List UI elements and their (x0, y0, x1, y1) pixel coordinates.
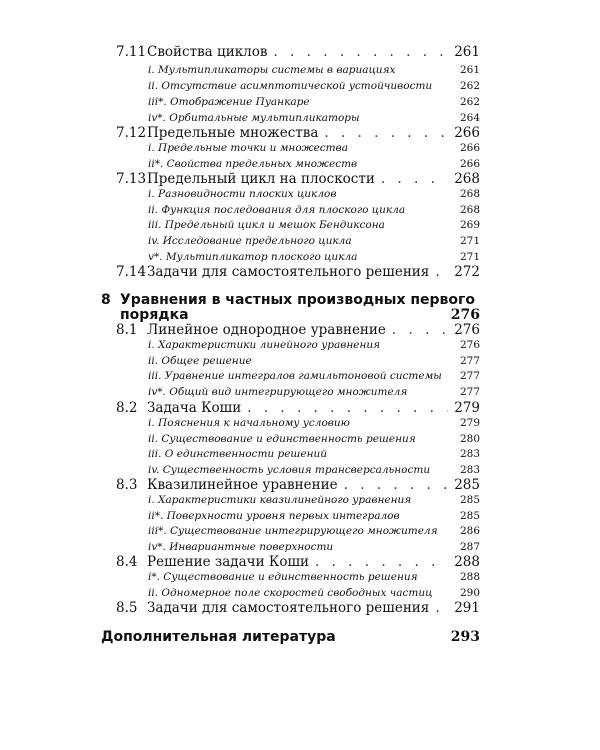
dot-leader (273, 44, 448, 60)
section-number: 8.5 (116, 600, 138, 616)
chapter-title-cont: порядка (120, 307, 189, 323)
toc-chapter[interactable] (0, 292, 600, 308)
page-number: 277 (459, 386, 480, 398)
dot-leader (315, 554, 448, 570)
toc-subsection[interactable] (0, 80, 600, 92)
dot-leader (435, 600, 448, 616)
dot-leader (324, 125, 448, 141)
page-number: 285 (454, 477, 480, 493)
subsection-title: i*. Существование и единственность решения (148, 571, 418, 583)
page-number: 268 (454, 171, 480, 187)
toc-section[interactable] (0, 600, 600, 616)
page-number: 283 (459, 464, 480, 476)
subsection-title: iv. Исследование предельного цикла (148, 235, 352, 247)
toc-subsection[interactable] (0, 494, 600, 506)
section-number: 7.14 (116, 264, 147, 280)
toc-appendix[interactable] (0, 629, 600, 645)
toc-section[interactable] (0, 477, 600, 493)
toc-subsection[interactable] (0, 188, 600, 200)
section-number: 7.12 (116, 125, 147, 141)
subsection-title: ii*. Свойства предельных множеств (148, 158, 358, 170)
toc-subsection[interactable] (0, 219, 600, 231)
chapter-title: Уравнения в частных производных первого (120, 292, 475, 308)
page-number: 266 (454, 125, 480, 141)
toc-subsection[interactable] (0, 525, 600, 537)
page-number: 261 (454, 44, 480, 60)
section-title: Задача Коши (147, 400, 242, 416)
toc-subsection[interactable] (0, 448, 600, 460)
dot-leader (435, 264, 448, 280)
toc-section[interactable] (0, 44, 600, 60)
toc-subsection[interactable] (0, 158, 600, 170)
page-number: 279 (459, 417, 480, 429)
toc-subsection[interactable] (0, 64, 600, 76)
subsection-title: ii. Одномерное поле скоростей свободных частиц (148, 587, 433, 599)
section-number: 8.3 (116, 477, 138, 493)
section-title: Задачи для самостоятельного решения (147, 600, 430, 616)
appendix-title: Дополнительная литература (101, 629, 336, 645)
toc-subsection[interactable] (0, 510, 600, 522)
subsection-title: iv. Существенность условия трансверсальности (148, 464, 431, 476)
section-title: Свойства циклов (147, 44, 268, 60)
toc-subsection[interactable] (0, 355, 600, 367)
page-number: 285 (459, 494, 480, 506)
subsection-title: iv*. Общий вид интегрирующего множителя (148, 386, 408, 398)
dot-leader (392, 322, 448, 338)
subsection-title: i. Характеристики линейного уравнения (148, 339, 381, 351)
toc-subsection[interactable] (0, 112, 600, 124)
toc-section[interactable] (0, 125, 600, 141)
page-number: 285 (459, 510, 480, 522)
page-number: 277 (459, 355, 480, 367)
subsection-title: i. Пояснения к начальному условию (148, 417, 350, 429)
page-number: 266 (459, 142, 480, 154)
toc-subsection[interactable] (0, 339, 600, 351)
subsection-title: iv*. Орбитальные мультипликаторы (148, 112, 360, 124)
toc-section[interactable] (0, 171, 600, 187)
section-title: Предельные множества (147, 125, 319, 141)
toc-section[interactable] (0, 400, 600, 416)
page-number: 271 (459, 251, 480, 263)
page-number: 276 (450, 307, 480, 323)
toc-subsection[interactable] (0, 204, 600, 216)
dot-leader (344, 477, 449, 493)
subsection-title: i. Разновидности плоских циклов (148, 188, 337, 200)
subsection-title: ii. Существование и единственность решения (148, 433, 416, 445)
toc-subsection[interactable] (0, 235, 600, 247)
subsection-title: iii. Предельный цикл и мешок Бендиксона (148, 219, 385, 231)
page-number: 276 (459, 339, 480, 351)
subsection-title: ii*. Поверхности уровня первых интегралов (148, 510, 400, 522)
toc-subsection[interactable] (0, 587, 600, 599)
page-number: 283 (459, 448, 480, 460)
page-number: 271 (459, 235, 480, 247)
page-number: 268 (459, 204, 480, 216)
subsection-title: i. Мультипликаторы системы в вариациях (148, 64, 396, 76)
page-number: 268 (459, 188, 480, 200)
toc-subsection[interactable] (0, 541, 600, 553)
toc-subsection[interactable] (0, 417, 600, 429)
page-number: 262 (459, 80, 480, 92)
toc-subsection[interactable] (0, 96, 600, 108)
page-number: 291 (454, 600, 480, 616)
subsection-title: iii*. Существование интегрирующего множителя (148, 525, 438, 537)
page-number: 287 (459, 541, 480, 553)
toc-section[interactable] (0, 322, 600, 338)
page-number: 261 (459, 64, 480, 76)
page-number: 279 (454, 400, 480, 416)
toc-section[interactable] (0, 264, 600, 280)
section-number: 8.2 (116, 400, 138, 416)
toc-subsection[interactable] (0, 251, 600, 263)
toc-subsection[interactable] (0, 464, 600, 476)
subsection-title: iii*. Отображение Пуанкаре (148, 96, 310, 108)
section-title: Предельный цикл на плоскости (147, 171, 375, 187)
section-number: 7.13 (116, 171, 147, 187)
page-number: 262 (459, 96, 480, 108)
subsection-title: v*. Мультипликатор плоского цикла (148, 251, 358, 263)
page-number: 290 (459, 587, 480, 599)
section-title: Линейное однородное уравнение (147, 322, 386, 338)
toc-subsection[interactable] (0, 433, 600, 445)
section-number: 7.11 (116, 44, 147, 60)
subsection-title: i. Предельные точки и множества (148, 142, 348, 154)
chapter-number: 8 (101, 292, 111, 308)
subsection-title: iv*. Инвариантные поверхности (148, 541, 334, 553)
page-number: 272 (454, 264, 480, 280)
toc-subsection[interactable] (0, 142, 600, 154)
toc-subsection[interactable] (0, 571, 600, 583)
subsection-title: ii. Функция последования для плоского цикла (148, 204, 406, 216)
section-number: 8.1 (116, 322, 138, 338)
dot-leader (381, 171, 448, 187)
subsection-title: i. Характеристики квазилинейного уравнения (148, 494, 412, 506)
page-number: 277 (459, 370, 480, 382)
page-number: 293 (450, 629, 480, 645)
page-number: 264 (459, 112, 480, 124)
toc-subsection[interactable] (0, 370, 600, 382)
toc-subsection[interactable] (0, 386, 600, 398)
section-title: Квазилинейное уравнение (147, 477, 338, 493)
dot-leader (247, 400, 448, 416)
subsection-title: iii. Уравнение интегралов гамильтоновой системы (148, 370, 442, 382)
toc-section[interactable] (0, 554, 600, 570)
page-number: 269 (459, 219, 480, 231)
page-number: 276 (454, 322, 480, 338)
subsection-title: iii. О единственности решений (148, 448, 328, 460)
toc-chapter-line2[interactable] (0, 307, 600, 323)
section-title: Решение задачи Коши (147, 554, 309, 570)
page-number: 288 (454, 554, 480, 570)
subsection-title: ii. Общее решение (148, 355, 252, 367)
page-number: 280 (459, 433, 480, 445)
page-number: 286 (459, 525, 480, 537)
page-number: 288 (459, 571, 480, 583)
section-title: Задачи для самостоятельного решения (147, 264, 430, 280)
subsection-title: ii. Отсутствие асимптотической устойчивости (148, 80, 433, 92)
section-number: 8.4 (116, 554, 138, 570)
page-number: 266 (459, 158, 480, 170)
